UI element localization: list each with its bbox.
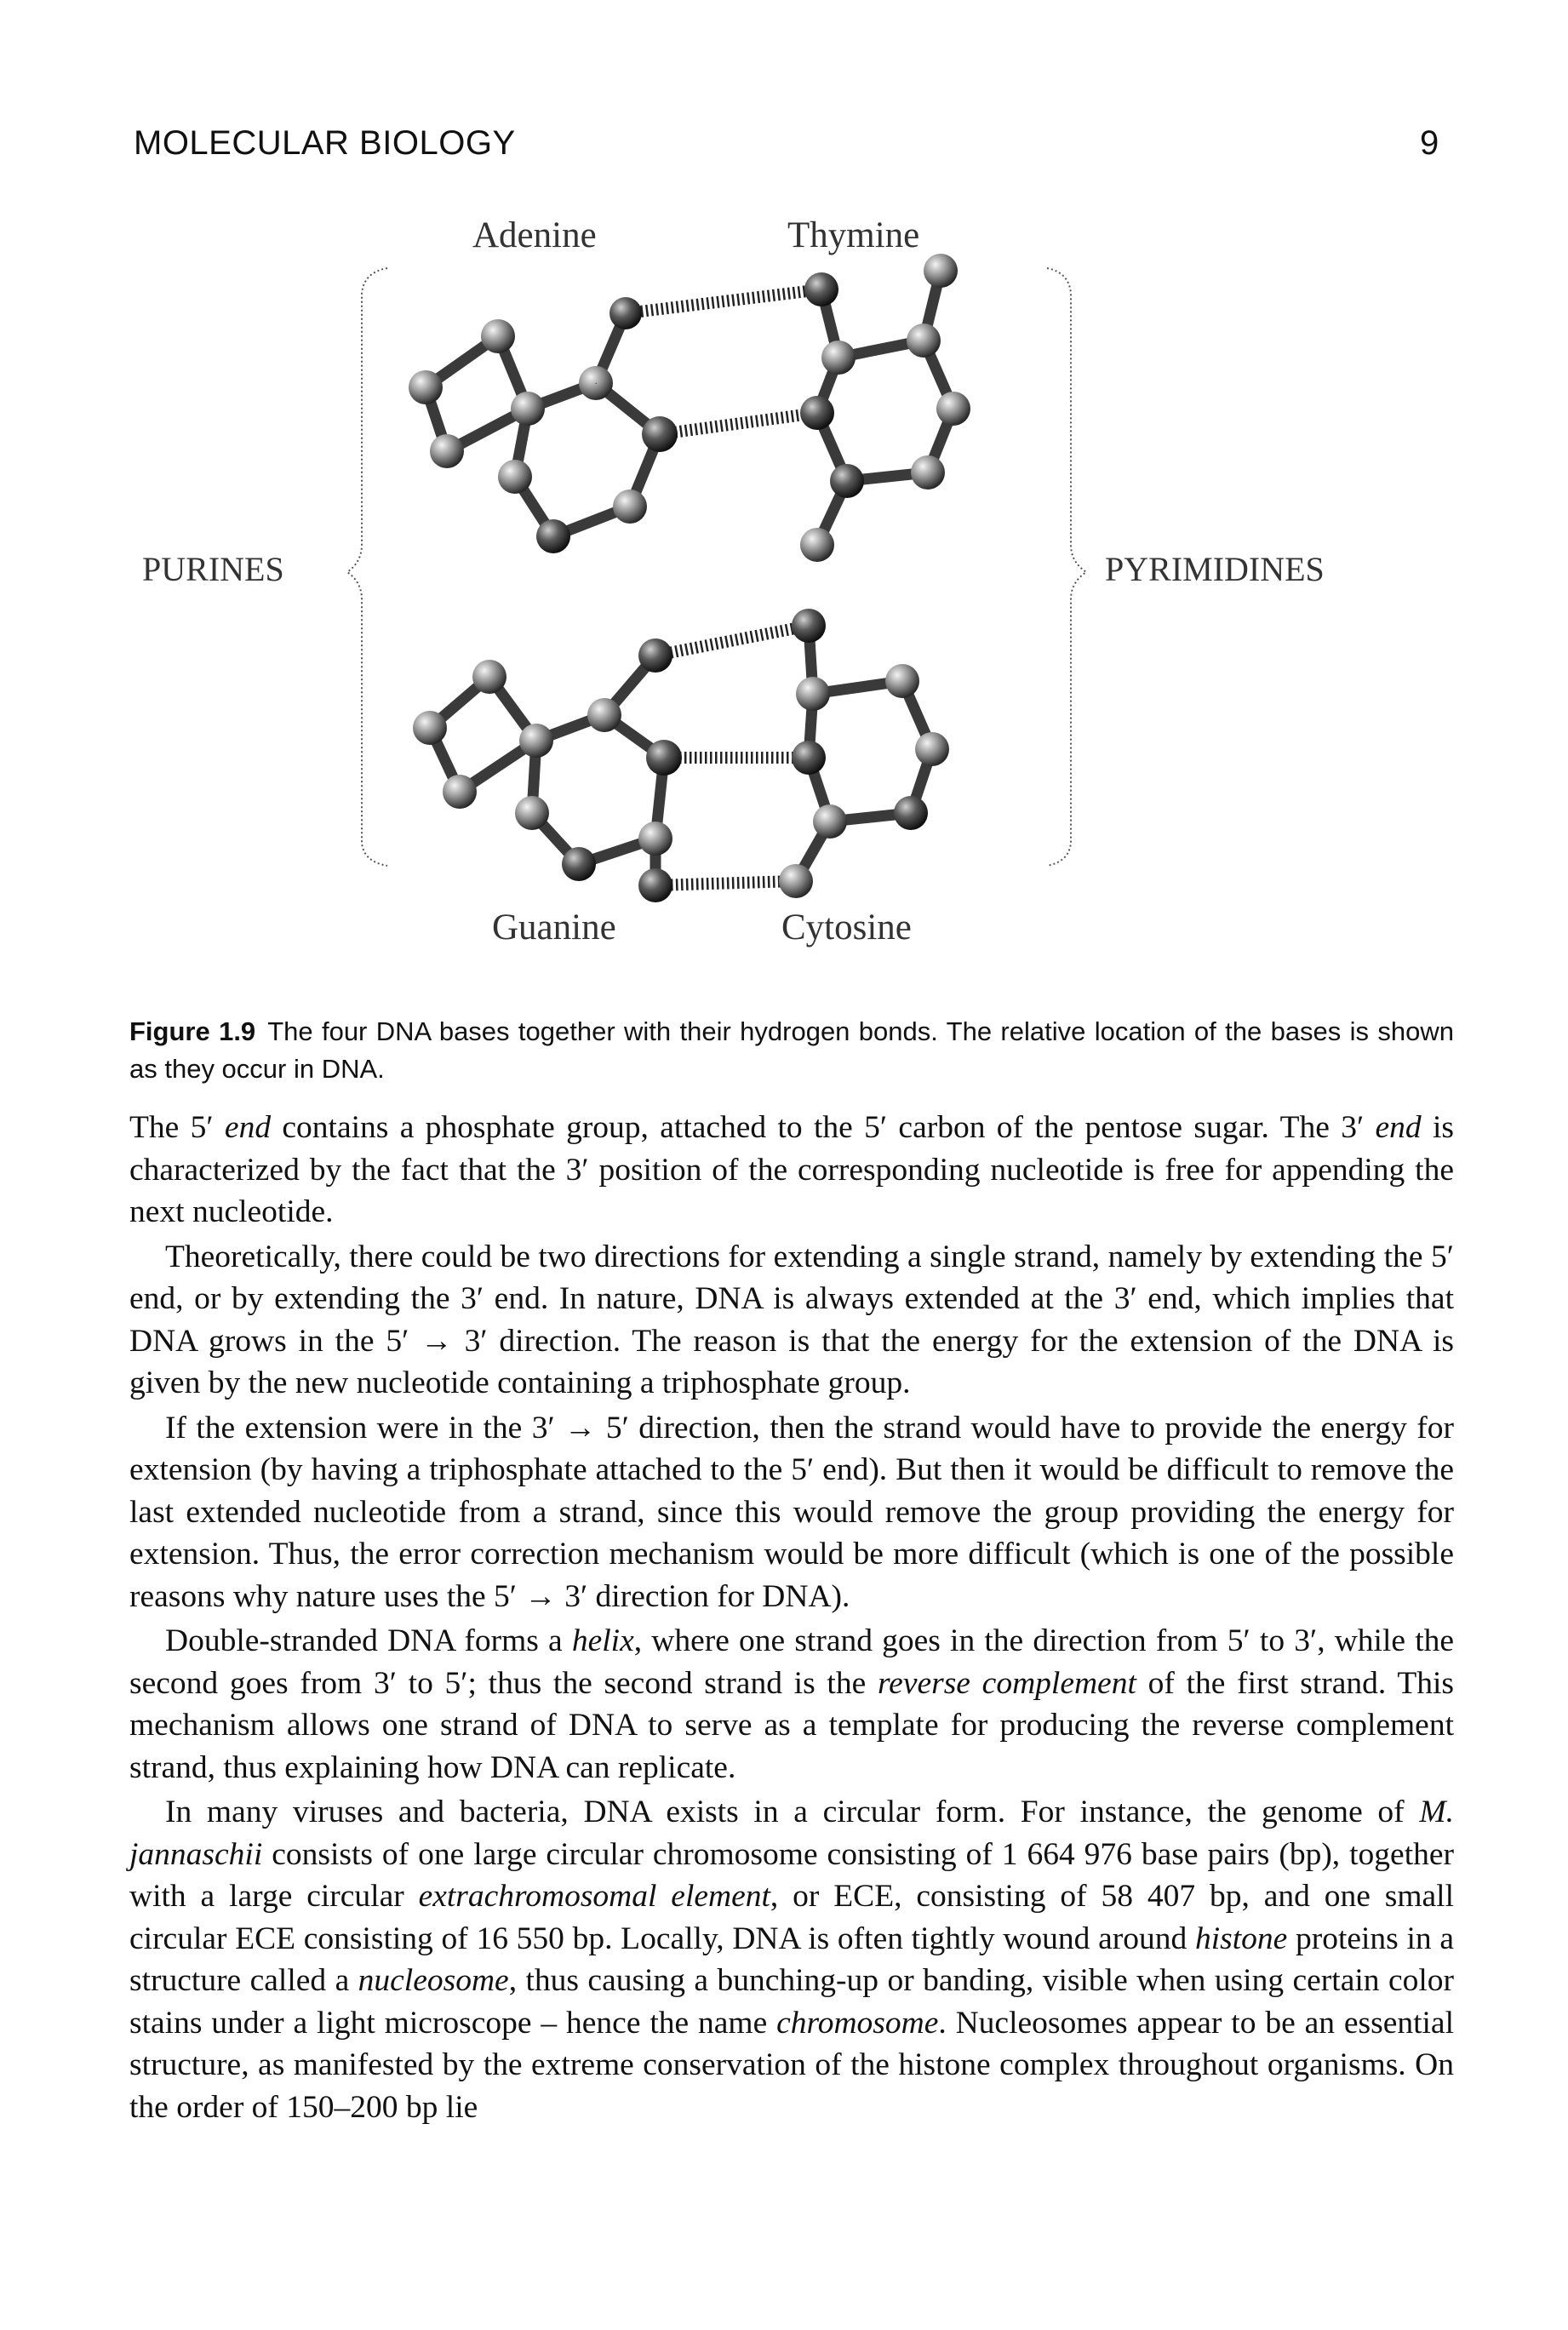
atom	[796, 677, 830, 711]
atom	[800, 528, 834, 562]
adenine-label: Adenine	[472, 215, 597, 255]
italic-term: chromosome	[776, 2005, 939, 2041]
atom	[511, 392, 545, 426]
hydrogen-bond	[655, 626, 809, 655]
paragraph	[129, 1791, 1454, 2128]
atom	[907, 323, 941, 358]
atom	[779, 864, 813, 898]
text-run: is characterized by the fact that the 3′ position of the corresponding nucleotide is free for appending the next nucleotide.	[129, 1110, 1454, 1229]
atom	[642, 416, 678, 452]
atom	[587, 698, 621, 732]
text-run: of the first strand. This mechanism allows one strand of DNA to serve as a template for producing the reverse complement strand, thus explaining how DNA can replicate.	[129, 1665, 1455, 1785]
atom	[409, 370, 443, 404]
atom	[413, 711, 447, 745]
italic-term: nucleosome	[358, 1963, 509, 1998]
atom	[595, 382, 597, 384]
text-run: consists of one large circular chromosome consisting of 1 664 976 base pairs (bp), together with a large circular	[129, 1836, 1454, 1914]
text-run: The 5′	[129, 1110, 225, 1145]
atom	[915, 732, 949, 766]
cytosine-label: Cytosine	[781, 907, 912, 947]
atom	[638, 638, 672, 673]
atom	[894, 796, 928, 830]
atom	[536, 519, 570, 553]
purines-label: PURINES	[142, 550, 284, 588]
atom	[800, 396, 834, 430]
pyrimidines-label: PYRIMIDINES	[1105, 550, 1325, 588]
atom	[936, 392, 970, 426]
atom	[911, 455, 945, 489]
text-run: . Nucleosomes appear to be an essential structure, as manifested by the extreme conservation of the histone complex throughout organisms. On the order of 150–200 bp lie	[129, 2005, 1454, 2125]
guanine-label: Guanine	[492, 907, 616, 947]
guanine-cytosine-pair-molecule	[413, 609, 949, 902]
italic-term: M. jannaschii	[129, 1795, 1454, 1872]
atom	[613, 489, 647, 524]
running-header: MOLECULAR BIOLOGY	[134, 124, 516, 162]
text-run: proteins in a structure called a	[129, 1921, 1454, 1998]
figure-caption	[129, 1013, 1454, 1088]
paragraph	[129, 1407, 1454, 1618]
atom	[638, 868, 672, 902]
text-run: If the extension were in the 3′ → 5′ direction, then the strand would have to provide the energy for extension (by having a triphosphate attached to the 5′ end). But then it would be difficult to remove the last extended nucleotide from a strand, since this would remove the group providing the energy for extension. Thus, the error correction mechanism would be more difficult (which is one of the possible reasons why nature uses the 5′ → 3′ direction for DNA).	[129, 1410, 1454, 1614]
hydrogen-bond	[626, 289, 821, 313]
body-text	[129, 1107, 1454, 2131]
atom	[804, 272, 838, 306]
caption-label: Figure 1.9	[129, 1016, 256, 1046]
atom	[498, 460, 532, 494]
atom	[821, 341, 856, 375]
italic-term: histone	[1194, 1921, 1288, 1956]
text-run: Theoretically, there could be two directions for extending a single strand, namely by extending the 5′ end, or by extending the 3′ end. In nature, DNA is always extended at the 3′ end, which implies that DNA grows in the 5′ → 3′ direction. The reason is that the energy for the extension of the DNA is given by the new nucleotide containing a triphosphate group.	[129, 1239, 1454, 1400]
dna-bases-figure	[0, 0, 1568, 1005]
text-run: In many viruses and bacteria, DNA exists in a circular form. For instance, the genome of	[165, 1795, 1420, 1829]
page-number: 9	[1420, 124, 1439, 162]
italic-term: reverse complement	[877, 1665, 1136, 1701]
atom	[562, 847, 596, 881]
purines-bracket	[347, 268, 387, 866]
text-run: , thus causing a bunching-up or banding, visible when using certain color stains under a light microscope – hence the name	[129, 1963, 1454, 2041]
pyrimidines-bracket	[1047, 268, 1086, 866]
text-run: Double-stranded DNA forms a	[165, 1623, 572, 1658]
paragraph	[129, 1107, 1454, 1234]
atom	[430, 434, 464, 468]
atom	[443, 775, 477, 809]
hydrogen-bond	[660, 413, 817, 434]
atom	[646, 740, 682, 776]
text-run: , where one strand goes in the direction from 5′ to 3′, while the second goes from 3′ to 5′; thus the second strand is the	[129, 1623, 1455, 1701]
thymine-label: Thymine	[787, 215, 920, 255]
adenine-thymine-pair-molecule	[409, 254, 970, 562]
atom	[885, 664, 919, 698]
atom	[792, 741, 826, 775]
atom	[481, 319, 515, 353]
atom	[609, 297, 642, 329]
atom	[519, 724, 553, 758]
text-run: , or ECE, consisting of 58 407 bp, and one small circular ECE consisting of 16 550 bp. Locally, DNA is often tightly wound around	[129, 1879, 1454, 1956]
text-run: contains a phosphate group, attached to the 5′ carbon of the pentose sugar. The 3′	[271, 1110, 1376, 1145]
atom	[813, 804, 847, 839]
italic-term: end	[1375, 1110, 1422, 1145]
atom	[830, 464, 864, 498]
hydrogen-bond	[655, 881, 796, 885]
caption-text: The four DNA bases together with their hydrogen bonds. The relative location of the bases is shown as they occur in DNA.	[129, 1016, 1455, 1084]
italic-term: end	[224, 1110, 272, 1145]
italic-term: extrachromosomal element	[418, 1879, 770, 1914]
paragraph	[129, 1620, 1454, 1789]
atom	[515, 796, 549, 830]
atom	[638, 822, 672, 856]
atom	[792, 609, 826, 643]
atom	[472, 660, 506, 694]
atom	[924, 254, 958, 288]
italic-term: helix	[571, 1623, 634, 1658]
paragraph	[129, 1236, 1454, 1405]
